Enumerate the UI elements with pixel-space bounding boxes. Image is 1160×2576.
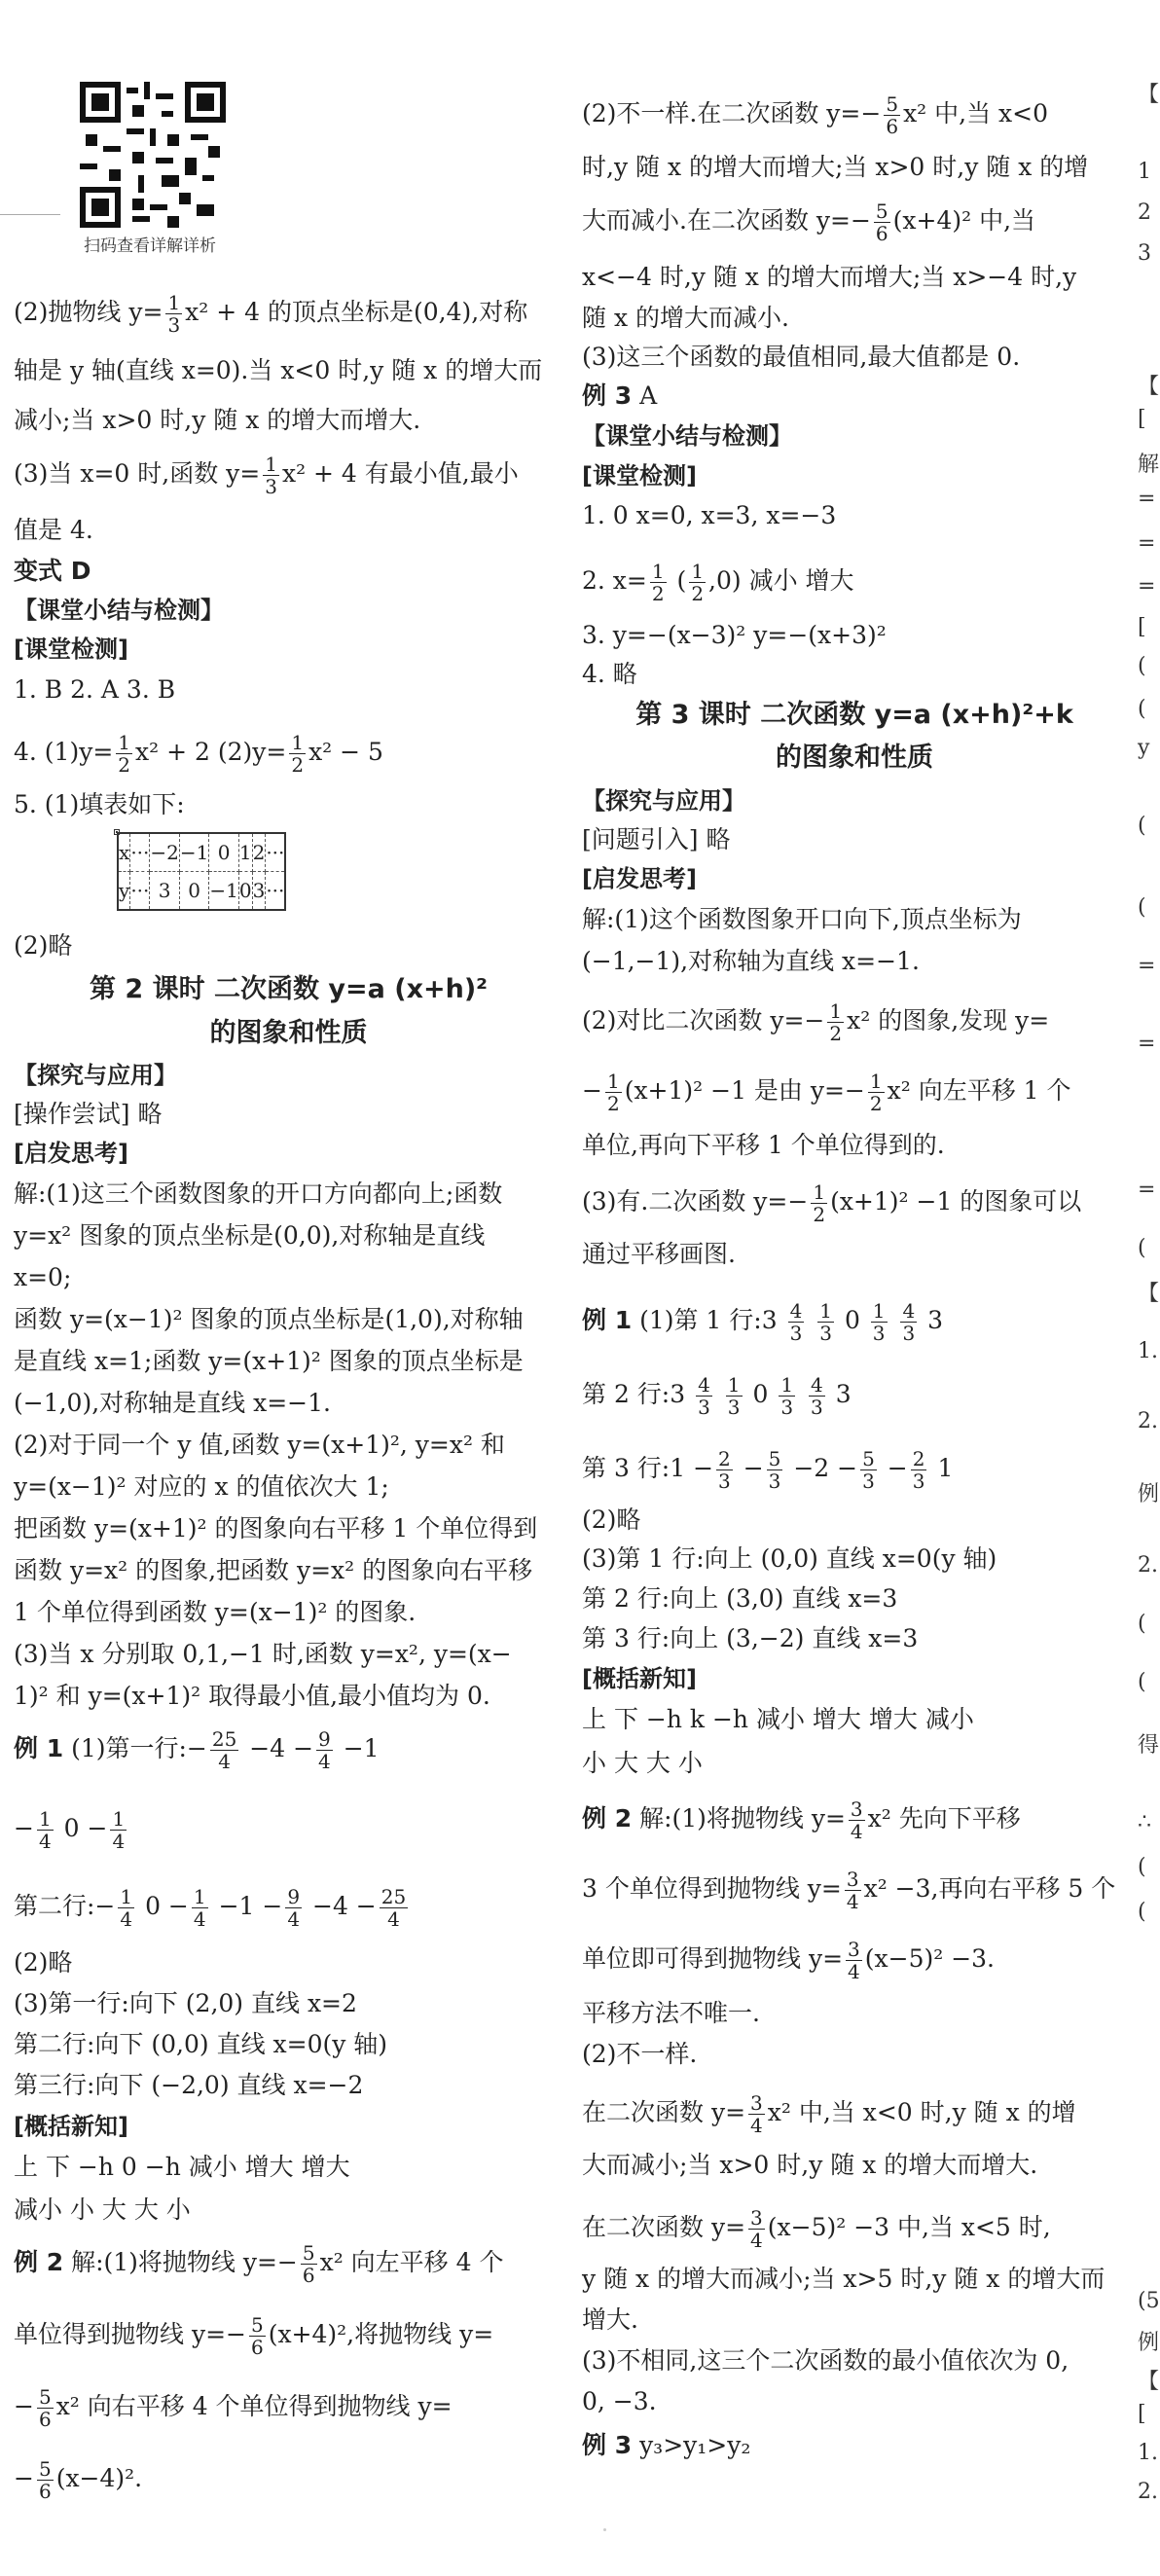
edge-char: = — [1138, 574, 1156, 599]
text-line: 第 2 行:向上 (3,0) 直线 x=3 — [582, 1584, 898, 1613]
text-line: 第三行:向下 (−2,0) 直线 x=−2 — [14, 2071, 364, 2099]
text-line: (2)对于同一个 y 值,函数 y=(x+1)², y=x² 和 — [14, 1431, 505, 1459]
cropped-next-column — [1134, 0, 1160, 2576]
edge-char: ( — [1138, 895, 1146, 920]
divider — [0, 214, 60, 215]
text-line: 1. B 2. A 3. B — [14, 675, 176, 704]
text-line: 4. 略 — [582, 660, 637, 688]
text-line: 第二行:向下 (0,0) 直线 x=0(y 轴) — [14, 2030, 388, 2058]
table-cell: y — [118, 872, 130, 911]
edge-char: = — [1138, 531, 1156, 556]
text-line: 是直线 x=1;函数 y=(x+1)² 图象的顶点坐标是 — [14, 1347, 524, 1375]
subsection-heading: [启发思考] — [582, 865, 697, 892]
text-line: 函数 y=(x−1)² 图象的顶点坐标是(1,0),对称轴 — [14, 1305, 524, 1333]
text-line: − $\frac{1}{2}$ (x+1)² −1 是由 y=− $\frac{1}{2}$ x² 向左平移 1 个 — [582, 1070, 1071, 1115]
edge-char: [ — [1138, 407, 1146, 431]
table-cell: 0 — [179, 872, 208, 911]
text-line: (−1,0),对称轴是直线 x=−1. — [14, 1389, 331, 1417]
text-line: 2. x= $\frac{1}{2}$ ( $\frac{1}{2}$ ,0) 减小 增大 — [582, 560, 854, 605]
table-row — [118, 872, 285, 911]
text-line: 上 下 −h k −h 减小 增大 增大 减小 — [582, 1705, 974, 1733]
text-line: (2)抛物线 y= $\frac{1}{3}$ x² + 4 的顶点坐标是(0,4),对称 — [14, 291, 528, 337]
text-line: 1 个单位得到函数 y=(x−1)² 的图象. — [14, 1598, 417, 1626]
text-line: 第 3 行:1 − $\frac{2}{3}$ − $\frac{5}{3}$ −2 − $\frac{5}{3}$ − $\frac{2}{3}$ 1 — [582, 1447, 954, 1493]
edge-char: ( — [1138, 1612, 1146, 1636]
edge-char: 1 — [1138, 160, 1151, 184]
text-line: 减小;当 x>0 时,y 随 x 的增大而增大. — [14, 406, 421, 434]
text-line: 通过平移画图. — [582, 1240, 736, 1268]
text-line: 4. (1)y= $\frac{1}{2}$ x² + 2 (2)y= $\frac{1}{2}$ x² − 5 — [14, 731, 383, 777]
text-line: (3)这三个函数的最值相同,最大值都是 0. — [582, 343, 1021, 371]
edge-char: ∴ — [1138, 1810, 1151, 1834]
edge-char: 例 — [1138, 2331, 1160, 2355]
edge-char: 例 — [1138, 1482, 1160, 1506]
table-cell: 3 — [252, 872, 266, 911]
edge-char: ( — [1138, 697, 1146, 721]
text-line: − $\frac{5}{6}$ x² 向右平移 4 个单位得到抛物线 y= — [14, 2385, 453, 2431]
text-line: (3)第 1 行:向上 (0,0) 直线 x=0(y 轴) — [582, 1544, 997, 1573]
edge-char: ( — [1138, 1855, 1146, 1879]
table-cell: ··· — [130, 872, 150, 911]
edge-char: 【 — [1138, 1282, 1160, 1306]
text-line: 小 大 大 小 — [582, 1749, 703, 1777]
section-heading: 【课堂小结与检测】 — [582, 422, 792, 450]
text-line: (−1,−1),对称轴为直线 x=−1. — [582, 947, 920, 975]
text-line: 第 3 行:向上 (3,−2) 直线 x=3 — [582, 1624, 919, 1652]
edge-char: ( — [1138, 1670, 1146, 1694]
scan-speck — [603, 2528, 606, 2531]
text-line: y=(x−1)² 对应的 x 的值依次大 1; — [14, 1472, 389, 1501]
text-line: 增大. — [582, 2305, 638, 2334]
lesson-title: 第 2 课时 二次函数 y=a (x+h)² — [90, 974, 488, 1004]
qr-caption: 扫码查看详解详析 — [84, 236, 216, 256]
edge-char: y — [1138, 736, 1150, 760]
text-line: (2)略 — [582, 1506, 641, 1534]
edge-char: ( — [1138, 1900, 1146, 1924]
text-line: − $\frac{1}{4}$ 0 − $\frac{1}{4}$ — [14, 1807, 126, 1853]
section-heading: 【探究与应用】 — [14, 1062, 177, 1089]
edge-char: 1. — [1138, 1339, 1158, 1363]
text-line: x=0; — [14, 1263, 72, 1291]
text-line: 轴是 y 轴(直线 x=0).当 x<0 时,y 随 x 的增大而 — [14, 356, 543, 384]
text-line: 0, −3. — [582, 2387, 657, 2415]
text-line: 例 1 (1)第一行:− $\frac{25}{4}$ −4 − $\frac{9}{4}$ −1 — [14, 1727, 380, 1773]
text-line: 解:(1)这个函数图象开口向下,顶点坐标为 — [582, 905, 1022, 933]
text-line: (2)对比二次函数 y=− $\frac{1}{2}$ x² 的图象,发现 y= — [582, 999, 1050, 1045]
text-line: 减小 小 大 大 小 — [14, 2195, 191, 2224]
subsection-heading: [概括新知] — [14, 2113, 128, 2140]
text-line: 函数 y=x² 的图象,把函数 y=x² 的图象向右平移 — [14, 1556, 533, 1584]
edge-char: (5 — [1138, 2289, 1160, 2313]
text-line: (3)第一行:向下 (2,0) 直线 x=2 — [14, 1989, 357, 2017]
text-line: 第 2 行:3 $\frac{4}{3}$ $\frac{1}{3}$ 0 $\frac{1}{3}$ $\frac{4}{3}$ 3 — [582, 1373, 852, 1419]
table-cell: −1 — [179, 833, 208, 872]
text-line: [问题引入] 略 — [582, 825, 731, 853]
text-line: 解:(1)这三个函数图象的开口方向都向上;函数 — [14, 1179, 503, 1208]
edge-char: 【 — [1138, 83, 1160, 107]
text-line: 3. y=−(x−3)² y=−(x+3)² — [582, 621, 887, 649]
edge-char: ( — [1138, 814, 1146, 838]
text-line: 5. (1)填表如下: — [14, 790, 185, 818]
text-line: 上 下 −h 0 −h 减小 增大 增大 — [14, 2153, 350, 2181]
text-line: 例 3 A — [582, 381, 658, 410]
text-line: [操作尝试] 略 — [14, 1100, 163, 1128]
text-line: 例 3 y₃>y₁>y₂ — [582, 2431, 751, 2459]
lesson-title-line2: 的图象和性质 — [209, 1018, 368, 1048]
table-cell: 1 — [238, 833, 252, 872]
subsection-heading: [课堂检测] — [14, 635, 128, 663]
text-line: 在二次函数 y= $\frac{3}{4}$ x² 中,当 x<0 时,y 随 x 的增 — [582, 2091, 1076, 2137]
table-cell: 2 — [252, 833, 266, 872]
table-cell: ··· — [130, 833, 150, 872]
edge-char: 1. — [1138, 2441, 1158, 2465]
edge-char: = — [1138, 487, 1156, 511]
text-line: (2)略 — [14, 931, 73, 960]
edge-char: [ — [1138, 2402, 1146, 2426]
edge-char: [ — [1138, 615, 1146, 639]
text-line: 大而减小;当 x>0 时,y 随 x 的增大而增大. — [582, 2151, 1038, 2179]
text-line: 3 个单位得到抛物线 y= $\frac{3}{4}$ x² −3,再向右平移 5 个 — [582, 1868, 1116, 1913]
value-table-frame — [114, 829, 285, 902]
text-line: (2)略 — [14, 1948, 73, 1977]
table-cell: ··· — [266, 833, 286, 872]
lesson-title: 第 3 课时 二次函数 y=a (x+h)²+k — [635, 700, 1073, 730]
edge-char: 【 — [1138, 375, 1160, 399]
text-line: − $\frac{5}{6}$ (x−4)². — [14, 2457, 143, 2503]
subsection-heading: [课堂检测] — [582, 462, 697, 490]
text-line: 例 2 解:(1)将抛物线 y= $\frac{3}{4}$ x² 先向下平移 — [582, 1797, 1021, 1843]
edge-char: 解 — [1138, 453, 1160, 477]
text-line: (3)当 x 分别取 0,1,−1 时,函数 y=x², y=(x− — [14, 1640, 512, 1668]
edge-char: 3 — [1138, 241, 1151, 266]
edge-char: ( — [1138, 1236, 1146, 1260]
table-cell: x — [118, 833, 130, 872]
text-line: x<−4 时,y 随 x 的增大而增大;当 x>−4 时,y — [582, 263, 1077, 291]
text-line: (3)不相同,这三个二次函数的最小值依次为 0, — [582, 2346, 1069, 2375]
text-line: y=x² 图象的顶点坐标是(0,0),对称轴是直线 — [14, 1221, 486, 1250]
text-line: 单位,再向下平移 1 个单位得到的. — [582, 1131, 945, 1159]
text-line: 例 2 解:(1)将抛物线 y=− $\frac{5}{6}$ x² 向左平移 4 个 — [14, 2241, 504, 2287]
qr-code[interactable] — [80, 82, 226, 228]
value-table — [117, 832, 286, 911]
text-line: 大而减小.在二次函数 y=− $\frac{5}{6}$ (x+4)² 中,当 — [582, 200, 1036, 245]
table-cell: 0 — [209, 833, 238, 872]
table-cell: −2 — [150, 833, 179, 872]
edge-char: ( — [1138, 654, 1146, 678]
text-line: 单位得到抛物线 y=− $\frac{5}{6}$ (x+4)²,将抛物线 y= — [14, 2313, 494, 2359]
edge-char: 2. — [1138, 2480, 1158, 2504]
text-line: (2)不一样. — [582, 2040, 698, 2068]
text-line: 时,y 随 x 的增大而增大;当 x>0 时,y 随 x 的增 — [582, 153, 1089, 181]
edge-char: 2 — [1138, 200, 1151, 225]
text-line: (3)当 x=0 时,函数 y= $\frac{1}{3}$ x² + 4 有最小值,最小 — [14, 453, 519, 498]
text-line: 第二行:− $\frac{1}{4}$ 0 − $\frac{1}{4}$ −1 − $\frac{9}{4}$ −4 − $\frac{25}{4}$ — [14, 1885, 407, 1931]
text-line: 随 x 的增大而减小. — [582, 304, 789, 332]
edge-char: = — [1138, 954, 1156, 978]
section-heading: 【课堂小结与检测】 — [14, 597, 224, 624]
table-cell: 3 — [150, 872, 179, 911]
text-line: y 随 x 的增大而减小;当 x>5 时,y 随 x 的增大而 — [582, 2265, 1106, 2293]
text-line: 平移方法不唯一. — [582, 1999, 760, 2027]
edge-char: 【 — [1138, 2370, 1160, 2394]
text-line: 单位即可得到抛物线 y= $\frac{3}{4}$ (x−5)² −3. — [582, 1938, 995, 1983]
subsection-heading: [启发思考] — [14, 1140, 128, 1167]
text-line: 例 1 (1)第 1 行:3 $\frac{4}{3}$ $\frac{1}{3}$ 0 $\frac{1}{3}$ $\frac{4}{3}$ 3 — [582, 1299, 944, 1345]
text-line: 1)² 和 y=(x+1)² 取得最小值,最小值均为 0. — [14, 1682, 490, 1710]
text-line: 值是 4. — [14, 516, 93, 544]
table-cell: 0 — [238, 872, 252, 911]
table-cell: −1 — [209, 872, 238, 911]
text-line: (2)不一样.在二次函数 y=− $\frac{5}{6}$ x² 中,当 x<0 — [582, 92, 1048, 138]
table-cell: ··· — [266, 872, 286, 911]
lesson-title-line2: 的图象和性质 — [776, 743, 933, 773]
subsection-heading: [概括新知] — [582, 1665, 697, 1692]
edge-char: = — [1138, 1178, 1156, 1202]
text-line: 在二次函数 y= $\frac{3}{4}$ (x−5)² −3 中,当 x<5 时, — [582, 2206, 1051, 2252]
text-line: 1. 0 x=0, x=3, x=−3 — [582, 501, 837, 529]
edge-char: = — [1138, 1032, 1156, 1056]
edge-char: 2. — [1138, 1553, 1158, 1578]
text-line: 把函数 y=(x+1)² 的图象向右平移 1 个单位得到 — [14, 1514, 538, 1542]
section-heading: 【探究与应用】 — [582, 787, 745, 815]
edge-char: 2. — [1138, 1409, 1158, 1433]
table-row — [118, 833, 285, 872]
edge-char: 得 — [1138, 1733, 1160, 1758]
text-line: (3)有.二次函数 y=− $\frac{1}{2}$ (x+1)² −1 的图象可以 — [582, 1180, 1082, 1226]
example-label: 变式 D — [14, 557, 91, 585]
